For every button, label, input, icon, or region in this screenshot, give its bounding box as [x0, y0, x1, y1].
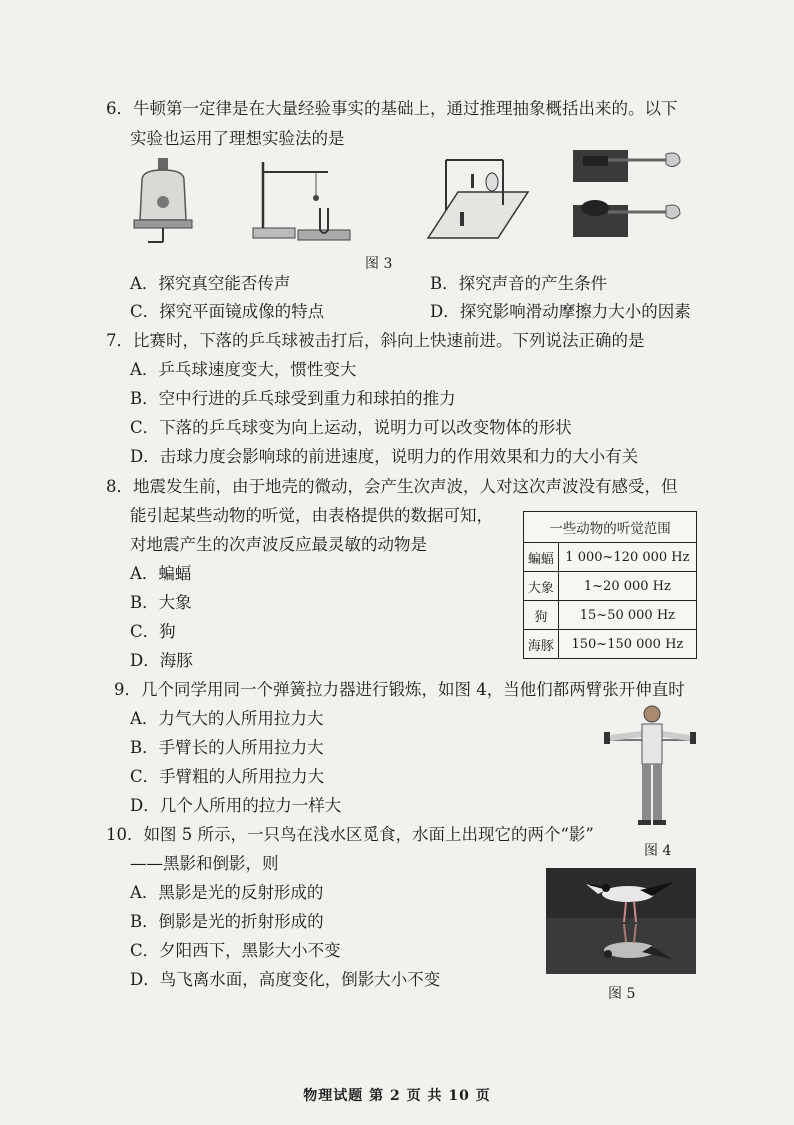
- q8-option-c: C．狗: [130, 622, 176, 641]
- q9-option-d: D．几个人所用的拉力一样大: [130, 796, 342, 815]
- figure-3-apparatus: [128, 150, 688, 250]
- table-row: [524, 601, 697, 630]
- table-cell-animal: 大象: [524, 572, 559, 601]
- hearing-table-title: 一些动物的听觉范围: [524, 512, 697, 543]
- q6-stem-line1: 6．牛顿第一定律是在大量经验事实的基础上，通过推理抽象概括出来的。以下: [106, 99, 678, 118]
- table-cell-animal: 海豚: [524, 630, 559, 659]
- q10-stem-line2: ——黑影和倒影，则: [130, 854, 279, 873]
- bell-jar-drawing: [134, 158, 192, 242]
- q6-stem-line2: 实验也运用了理想实验法的是: [130, 129, 345, 148]
- q7-option-c: C．下落的乒乓球变为向上运动，说明力可以改变物体的形状: [130, 418, 572, 437]
- q8-option-d: D．海豚: [130, 651, 193, 670]
- q8-stem-line3: 对地震产生的次声波反应最灵敏的动物是: [130, 535, 427, 554]
- q7-option-d: D．击球力度会影响球的前进速度，说明力的作用效果和力的大小有关: [130, 447, 639, 466]
- q8-stem-line2: 能引起某些动物的听觉，由表格提供的数据可知，: [130, 506, 493, 525]
- table-cell-range: 1~20 000 Hz: [558, 572, 696, 601]
- figure-5-bird-photo: [546, 868, 696, 974]
- table-row: [524, 543, 697, 572]
- q6-option-d: D．探究影响滑动摩擦力大小的因素: [430, 302, 691, 321]
- tuning-fork-drawing: [253, 162, 350, 240]
- table-cell-animal: 蝙蝠: [524, 543, 559, 572]
- hearing-table-title-row: [524, 512, 697, 543]
- q9-option-c: C．手臂粗的人所用拉力大: [130, 767, 325, 786]
- table-cell-animal: 狗: [524, 601, 559, 630]
- q7-option-a: A．乒乓球速度变大，惯性变大: [130, 360, 357, 379]
- q10-stem-line1: 10．如图 5 所示，一只鸟在浅水区觅食，水面上出现它的两个“影”: [106, 825, 594, 844]
- friction-blocks-drawing: [573, 150, 680, 237]
- table-cell-range: 150~150 000 Hz: [558, 630, 696, 659]
- figure-4-caption: 图 4: [644, 843, 672, 859]
- q8-stem-line1: 8．地震发生前，由于地壳的微动，会产生次声波，人对这次声波没有感受，但: [106, 477, 678, 496]
- q7-stem: 7．比赛时，下落的乒乓球被击打后，斜向上快速前进。下列说法正确的是: [106, 331, 645, 350]
- q10-option-c: C．夕阳西下，黑影大小不变: [130, 941, 341, 960]
- q9-stem: 9．几个同学用同一个弹簧拉力器进行锻炼，如图 4，当他们都两臂张开伸直时: [114, 680, 685, 699]
- q10-option-a: A．黑影是光的反射形成的: [130, 883, 324, 902]
- figure-5-caption: 图 5: [608, 986, 636, 1002]
- table-row: [524, 630, 697, 659]
- page-footer: 物理试题 第 2 页 共 10 页: [303, 1088, 491, 1104]
- q6-option-c: C．探究平面镜成像的特点: [130, 302, 325, 321]
- table-row: [524, 572, 697, 601]
- figure-4-person-expander: [600, 700, 700, 835]
- q7-option-b: B．空中行进的乒乓球受到重力和球拍的推力: [130, 389, 456, 408]
- q8-option-a: A．蝙蝠: [130, 564, 192, 583]
- q9-option-b: B．手臂长的人所用拉力大: [130, 738, 324, 757]
- table-cell-range: 15~50 000 Hz: [558, 601, 696, 630]
- q10-option-b: B．倒影是光的折射形成的: [130, 912, 324, 931]
- hearing-range-table: [523, 511, 697, 659]
- q6-option-a: A．探究真空能否传声: [130, 274, 291, 293]
- figure-3-caption: 图 3: [365, 256, 393, 272]
- q8-option-b: B．大象: [130, 593, 192, 612]
- q10-option-d: D．鸟飞离水面，高度变化，倒影大小不变: [130, 970, 441, 989]
- plane-mirror-drawing: [428, 160, 528, 238]
- table-cell-range: 1 000~120 000 Hz: [558, 543, 696, 572]
- q6-option-b: B．探究声音的产生条件: [430, 274, 608, 293]
- q9-option-a: A．力气大的人所用拉力大: [130, 709, 324, 728]
